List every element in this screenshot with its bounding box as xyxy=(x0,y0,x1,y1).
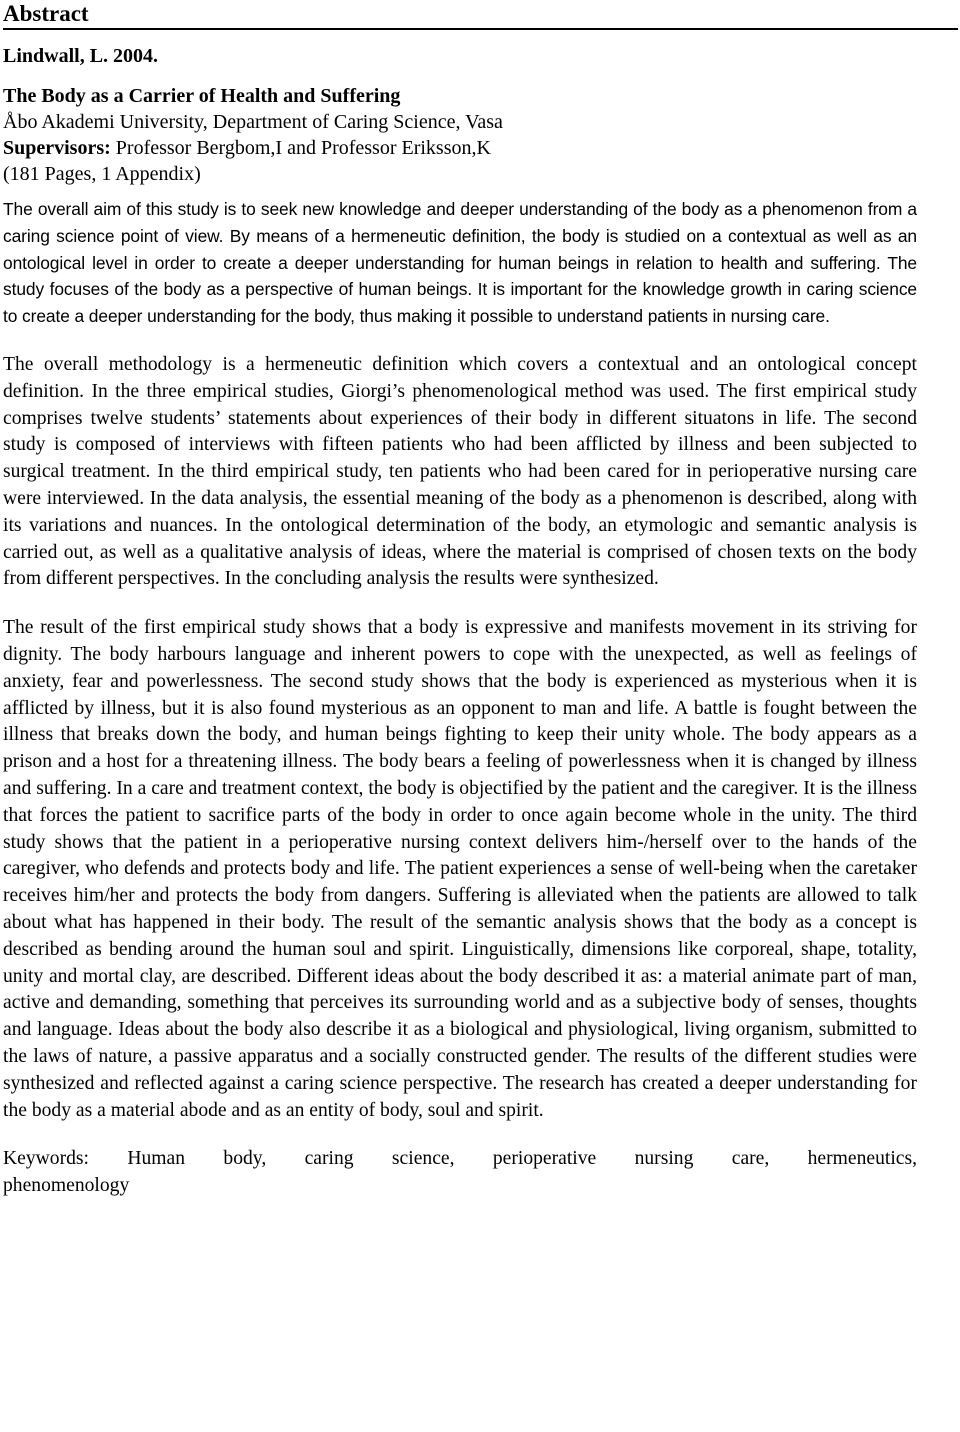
abstract-paragraph-results: The result of the first empirical study shows that a body is expressive and manifests movement in its striving for dignity. The body harbours language and inherent powers to cope with the unexpected, as well as feelings of anxiety, fear and powerlessness. The second study shows that the body is experienced as mysterious when it is afflicted by illness, but it is also found mysterious as an opponent to man and life. A battle is fought between the illness that breaks down the body, and human beings fighting to keep their unity whole. The body appears as a prison and a host for a threatening illness. The body bears a feeling of powerlessness when it is changed by illness and suffering. In a care and treatment context, the body is objectified by the patient and the caregiver. It is the illness that forces the patient to sacrifice parts of the body in order to once again become whole in the unity. The third study shows that the patient in a perioperative nursing context delivers him-/herself over to the hands of the caregiver, who defends and protects body and life. The patient experiences a sense of well-being when the caretaker receives him/her and protects the body from dangers. Suffering is alleviated when the patients are allowed to talk about what has happened in their body. The result of the semantic analysis shows that the body as a concept is described as bending around the human soul and spirit. Linguistically, dimensions like corporeal, shape, totality, unity and mortal clay, are described. Different ideas about the body described it as: a material animate part of man, active and demanding, something that perceives its surrounding world and as a subjective body of senses, thoughts and language. Ideas about the body also describe it as a biological and physiological, living organism, submitted to the laws of nature, a passive apparatus and a socially constructed gender. The results of the different studies were synthesized and reflected against a caring science perspective. The research has created a deeper understanding for the body as a material abode and as an entity of body, soul and spirit. xyxy=(3,617,917,1121)
pages-line: (181 Pages, 1 Appendix) xyxy=(3,163,201,185)
heading-rule xyxy=(3,28,958,30)
supervisors-line xyxy=(3,135,917,161)
supervisors-value: Professor Bergbom,I and Professor Eriksson,K xyxy=(110,137,491,159)
abstract-paragraph-methodology: The overall methodology is a hermeneutic definition which covers a contextual and an ontological concept definition. In the three empirical studies, Giorgi’s phenomenological method was used. The first empirical study comprises twelve students’ statements about experiences of their body in different situatons in life. The second study is composed of interviews with fifteen patients who had been afflicted by illness and been subjected to surgical treatment. In the third empirical study, ten patients who had been cared for in perioperative nursing care were interviewed. In the data analysis, the essential meaning of the body as a phenomenon is described, along with its variations and nuances. In the ontological determination of the body, an etymologic and semantic analysis is carried out, as well as a qualitative analysis of ideas, where the material is comprised of chosen texts on the body from different perspectives. In the concluding analysis the results were synthesized. xyxy=(3,353,917,590)
thesis-title: The Body as a Carrier of Health and Suffering xyxy=(3,85,401,107)
institution-line: Åbo Akademi University, Department of Caring Science, Vasa xyxy=(3,111,503,133)
abstract-paragraph-aim: The overall aim of this study is to seek new knowledge and deeper understanding of the body as a phenomenon from a caring science point of view. By means of a hermeneutic definition, the body is studied on a contextual as well as an ontological level in order to create a deeper understanding for human beings in relation to health and suffering. The study focuses of the body as a perspective of human beings. It is important for the knowledge growth in caring science to create a deeper understanding for the body, thus making it possible to understand patients in nursing care. xyxy=(3,199,917,327)
citation-reference: Lindwall, L. 2004. xyxy=(3,45,159,67)
thesis-meta xyxy=(3,83,917,187)
supervisors-label: Supervisors: xyxy=(3,137,111,159)
keywords-continuation: phenomenology xyxy=(3,1174,130,1196)
keywords-line: Keywords: Human body, caring science, perioperative nursing care, hermeneutics, xyxy=(3,1148,917,1170)
document-page xyxy=(3,0,917,1199)
paragraph-gap xyxy=(3,330,917,352)
paragraph-gap xyxy=(3,1124,917,1146)
abstract-heading: Abstract xyxy=(3,1,89,26)
paragraph-gap xyxy=(3,593,917,615)
